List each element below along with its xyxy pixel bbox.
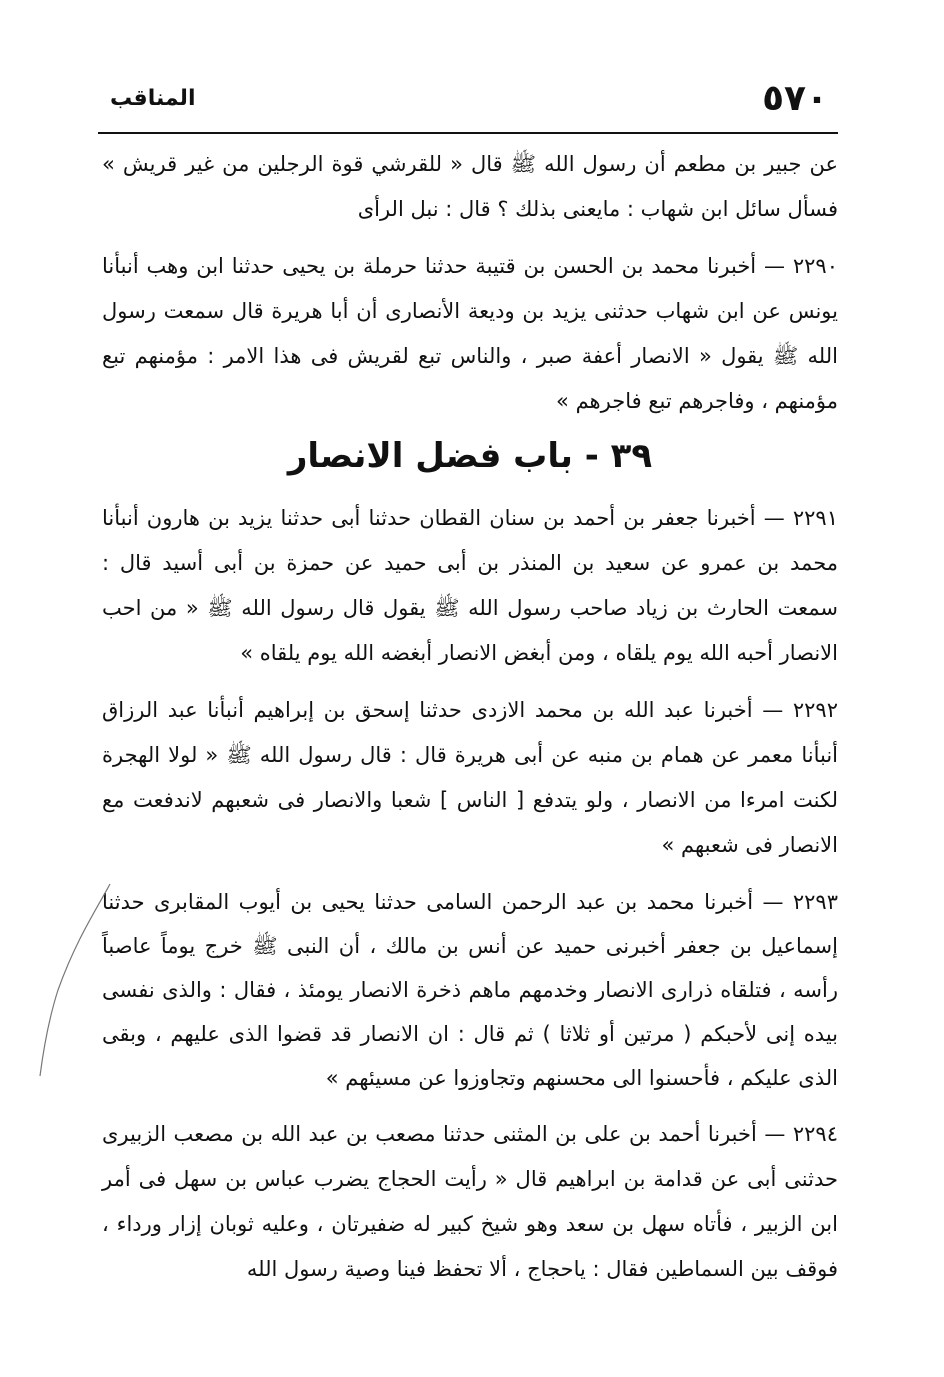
page-body — [102, 142, 838, 1292]
pencil-margin-mark — [36, 880, 116, 1080]
hadith-2294: ٢٢٩٤ — أخبرنا أحمد بن على بن المثنى حدثنا مصعب بن عبد الله بن مصعب الزبيرى حدثنى أبى عن قدامة بن ابراهيم قال « رأيت الحجاج يضرب عباس بن سهل فى أمر ابن الزبير ، فأتاه سهل بن سعد وهو شيخ كبير له ضفيرتان ، وعليه ثوبان إزار ورداء ، فوقف بين السماطين فقال : ياحجاج ، ألا تحفظ فينا وصية رسول الله — [102, 1122, 838, 1281]
page-number: ٥٧٠ — [762, 78, 828, 119]
hadith-2292: ٢٢٩٢ — أخبرنا عبد الله بن محمد الازدى حدثنا إسحق بن إبراهيم أنبأنا عبد الرزاق أنبأنا معمر عن همام بن منبه عن أبى هريرة قال : قال رسول الله ﷺ « لولا الهجرة لكنت امرءا من الانصار ، ولو يتدفع [ الناس ] شعبا والانصار فى شعبهم لاندفعت مع الانصار فى شعبهم » — [102, 698, 838, 857]
page-header — [98, 72, 838, 134]
hadith-2291: ٢٢٩١ — أخبرنا جعفر بن أحمد بن سنان القطان حدثنا أبى حدثنا يزيد بن هارون أنبأنا محمد بن عمرو عن سعيد بن المنذر بن أبى حميد عن حمزة بن أبى أسيد قال : سمعت الحارث بن زياد صاحب رسول الله ﷺ يقول قال رسول الله ﷺ « من احب الانصار أحبه الله يوم يلقاه ، ومن أبغض الانصار أبغضه الله يوم يلقاه » — [102, 506, 838, 665]
chapter-heading: ٣٩ - باب فضل الانصار — [287, 436, 653, 476]
running-title: المناقب — [110, 86, 196, 111]
paragraph-continuation: عن جبير بن مطعم أن رسول الله ﷺ قال « للقرشي قوة الرجلين من غير قريش » فسأل سائل ابن شهاب : مايعنى بذلك ؟ قال : نبل الرأى — [102, 152, 838, 221]
hadith-2293: ٢٢٩٣ — أخبرنا محمد بن عبد الرحمن السامى حدثنا يحيى بن أيوب المقابرى حدثنا إسماعيل بن جعفر أخبرنى حميد عن أنس بن مالك ، أن النبى ﷺ خرج يوماً عاصباً رأسه ، فتلقاه ذرارى الانصار وخدمهم ماهم ذخرة الانصار يومئذ ، فقال : والذى نفسى بيده إنى لأحبكم ( مرتين أو ثلاثا ) ثم قال : ان الانصار قد قضوا الذى عليهم ، وبقى الذى عليكم ، فأحسنوا الى محسنهم وتجاوزوا عن مسيئهم » — [102, 890, 838, 1090]
hadith-2290: ٢٢٩٠ — أخبرنا محمد بن الحسن بن قتيبة حدثنا حرملة بن يحيى حدثنا ابن وهب أنبأنا يونس عن ابن شهاب حدثنى يزيد بن وديعة الأنصارى أن أبا هريرة قال سمعت رسول الله ﷺ يقول « الانصار أعفة صبر ، والناس تبع لقريش فى هذا الامر : مؤمنهم تبع مؤمنهم ، وفاجرهم تبع فاجرهم » — [102, 254, 838, 413]
